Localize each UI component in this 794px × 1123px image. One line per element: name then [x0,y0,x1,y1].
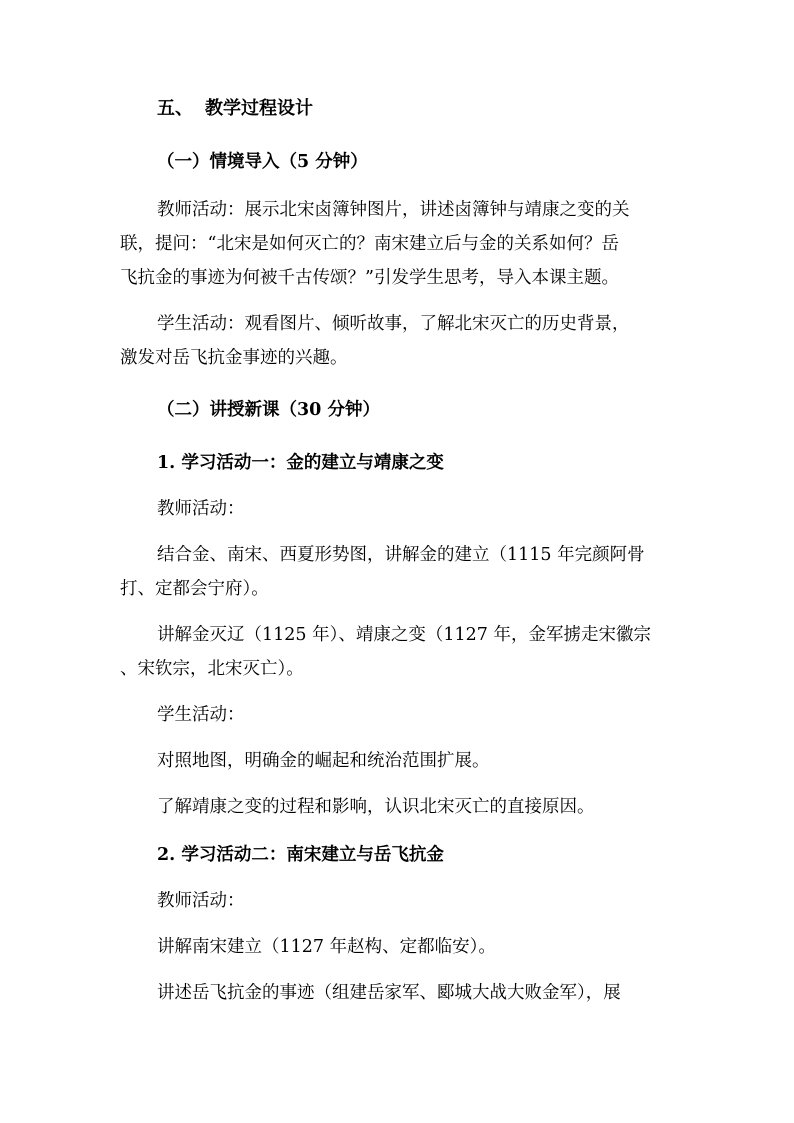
activity1-teacher-line-2: 打、定都会宁府）。 [120,579,269,599]
activity1-teacher-line-1: 结合金、南宋、西夏形势图，讲解金的建立（1115 年完颜阿骨 [157,545,645,565]
part1-teacher-line-1: 教师活动：展示北宋卤簿钟图片，讲述卤簿钟与靖康之变的关 [157,200,630,220]
activity2-teacher-line-2: 讲述岳飞抗金的事迹（组建岳家军、郾城大战大败金军），展 [157,983,621,1003]
part1-teacher-line-3: 飞抗金的事迹为何被千古传颂？”引发学生思考，导入本课主题。 [120,268,619,288]
activity1-student-line-1: 对照地图，明确金的崛起和统治范围扩展。 [157,751,490,771]
part2-heading: （二）讲授新课（30 分钟） [157,400,380,420]
activity2-teacher-line-1: 讲解南宋建立（1127 年赵构、定都临安）。 [157,937,496,957]
activity1-teacher-line-3: 讲解金灭辽（1125 年）、靖康之变（1127 年，金军掳走宋徽宗 [157,625,651,645]
activity1-teacher-line-4: 、宋钦宗，北宋灭亡）。 [120,659,304,679]
activity1-teacher-label: 教师活动： [157,499,245,519]
section-title: 教学过程设计 [205,98,313,119]
activity1-student-label: 学生活动： [157,705,245,725]
part1-heading: （一）情境导入（5 分钟） [157,152,368,172]
part1-teacher-line-2: 联，提问：“北宋是如何灭亡的？南宋建立后与金的关系如何？岳 [120,234,619,254]
section-heading [157,97,313,121]
activity1-student-line-2: 了解靖康之变的过程和影响，认识北宋灭亡的直接原因。 [157,797,595,817]
part1-student-line-1: 学生活动：观看图片、倾听故事，了解北宋灭亡的历史背景， [157,314,630,334]
section-number: 五、 [157,98,193,119]
activity1-heading: 1. 学习活动一：金的建立与靖康之变 [157,453,444,473]
part1-student-line-2: 激发对岳飞抗金事迹的兴趣。 [120,348,348,368]
activity2-teacher-label: 教师活动： [157,891,245,911]
activity2-heading: 2. 学习活动二：南宋建立与岳飞抗金 [157,845,444,865]
